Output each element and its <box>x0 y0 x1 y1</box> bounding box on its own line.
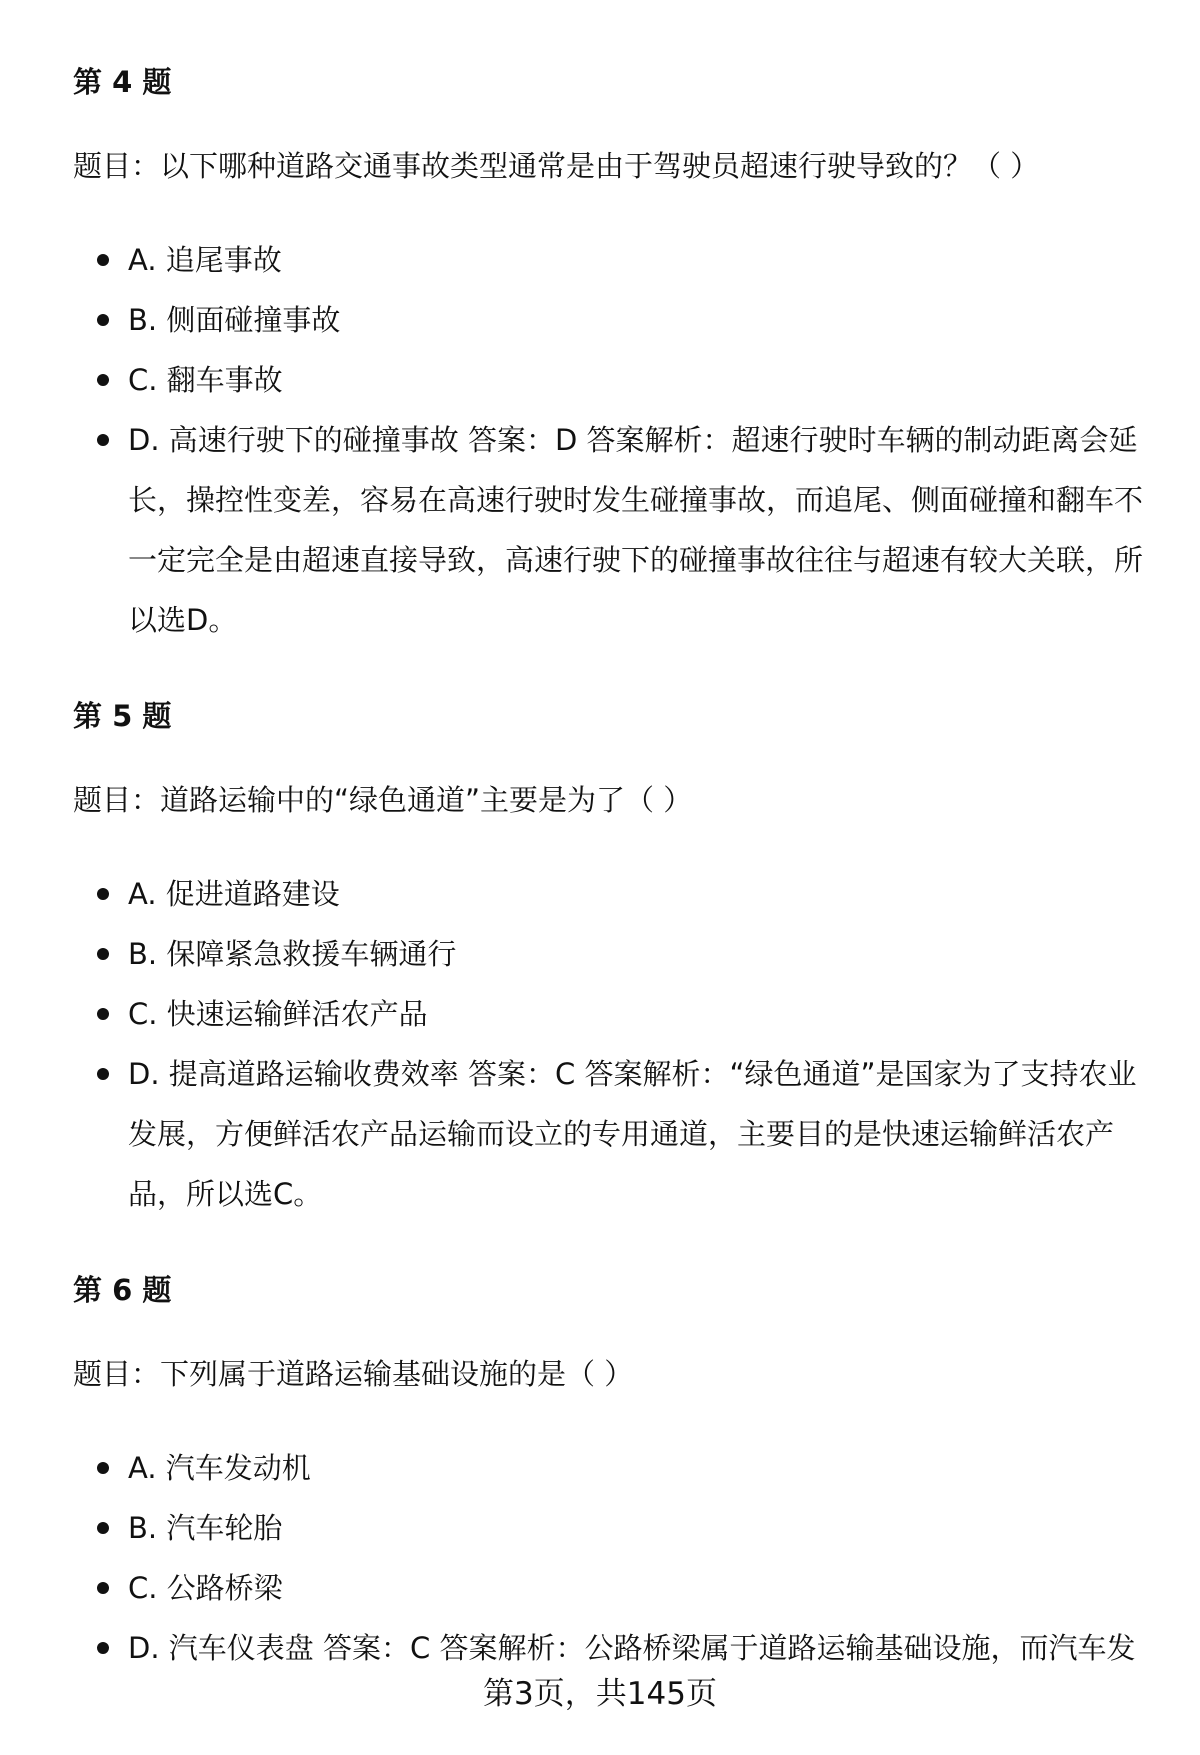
option-text: D. 汽车仪表盘 答案：C 答案解析：公路桥梁属于道路运输基础设施，而汽车发 <box>128 1631 1136 1665</box>
option-text: A. 促进道路建设 <box>128 877 340 911</box>
page-footer: 第3页，共145页 <box>483 1676 717 1712</box>
bullet-icon <box>97 1582 109 1594</box>
option-d <box>73 410 1163 650</box>
question-4 <box>73 62 1163 650</box>
option-text: B. 保障紧急救援车辆通行 <box>128 937 457 971</box>
bullet-icon <box>97 888 109 900</box>
bullet-icon <box>97 1642 109 1654</box>
question-6 <box>73 1270 1163 1678</box>
option-text: A. 汽车发动机 <box>128 1451 311 1485</box>
option-list <box>73 1438 1163 1678</box>
bullet-icon <box>97 1008 109 1020</box>
question-heading: 第 5 题 <box>73 699 172 733</box>
question-stem: 题目：道路运输中的“绿色通道”主要是为了（ ） <box>73 783 693 817</box>
bullet-icon <box>97 254 109 266</box>
option-text: A. 追尾事故 <box>128 243 282 277</box>
option-b <box>73 1498 1163 1558</box>
option-text: B. 汽车轮胎 <box>128 1511 283 1545</box>
bullet-icon <box>97 314 109 326</box>
question-stem: 题目：下列属于道路运输基础设施的是（ ） <box>73 1357 634 1391</box>
question-stem: 题目：以下哪种道路交通事故类型通常是由于驾驶员超速行驶导致的？（ ） <box>73 149 1040 183</box>
option-c <box>73 350 1163 410</box>
option-a <box>73 864 1163 924</box>
bullet-icon <box>97 1068 109 1080</box>
option-d <box>73 1618 1163 1678</box>
document-page <box>73 62 1163 1724</box>
option-list <box>73 230 1163 650</box>
bullet-icon <box>97 948 109 960</box>
option-text: C. 快速运输鲜活农产品 <box>128 997 428 1031</box>
option-b <box>73 290 1163 350</box>
option-d <box>73 1044 1163 1224</box>
option-text: B. 侧面碰撞事故 <box>128 303 341 337</box>
question-heading: 第 6 题 <box>73 1273 172 1307</box>
option-text: C. 公路桥梁 <box>128 1571 283 1605</box>
option-text: D. 高速行驶下的碰撞事故 答案：D 答案解析：超速行驶时车辆的制动距离会延长，操控性变差，容易在高速行驶时发生碰撞事故，而追尾、侧面碰撞和翻车不一定完全是由超速直接导致，高速行驶下的碰撞事故往往与超速有较大关联，所以选D。 <box>128 423 1144 637</box>
bullet-icon <box>97 434 109 446</box>
option-c <box>73 984 1163 1044</box>
question-5 <box>73 696 1163 1224</box>
option-text: C. 翻车事故 <box>128 363 283 397</box>
bullet-icon <box>97 1462 109 1474</box>
bullet-icon <box>97 1522 109 1534</box>
option-a <box>73 1438 1163 1498</box>
option-list <box>73 864 1163 1224</box>
option-a <box>73 230 1163 290</box>
question-heading: 第 4 题 <box>73 65 172 99</box>
option-b <box>73 924 1163 984</box>
option-text: D. 提高道路运输收费效率 答案：C 答案解析：“绿色通道”是国家为了支持农业发展，方便鲜活农产品运输而设立的专用通道，主要目的是快速运输鲜活农产品，所以选C。 <box>128 1057 1137 1211</box>
option-c <box>73 1558 1163 1618</box>
bullet-icon <box>97 374 109 386</box>
